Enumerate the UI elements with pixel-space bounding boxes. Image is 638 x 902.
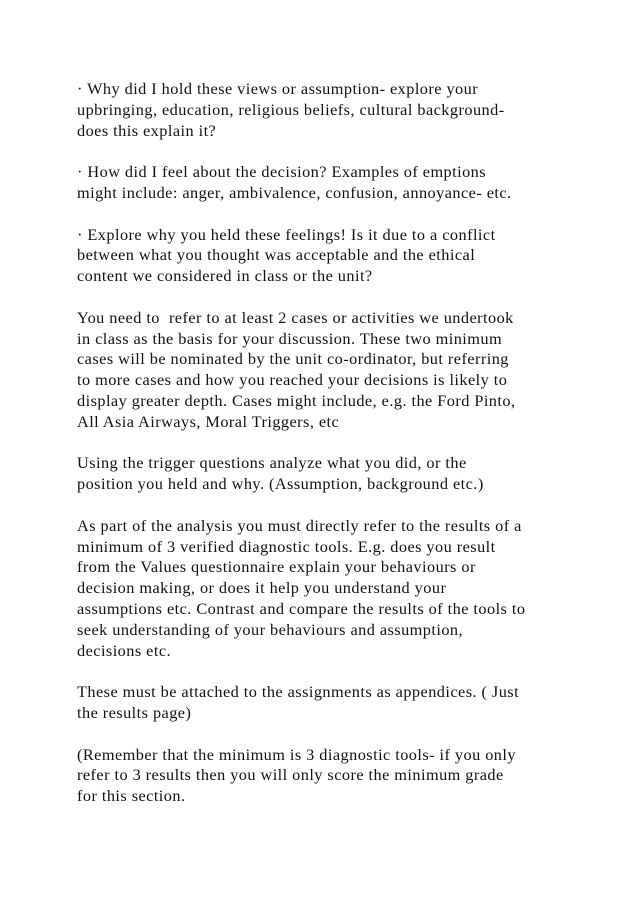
text-line: display greater depth. Cases might include, e.g. the Ford Pinto, — [77, 390, 516, 410]
text-line: decisions etc. — [77, 640, 172, 660]
text-line: upbringing, education, religious beliefs, cultural background- — [77, 99, 505, 119]
text-line: the results page) — [77, 702, 192, 722]
text-line: All Asia Airways, Moral Triggers, etc — [77, 411, 340, 431]
paragraph-cases-requirement — [77, 308, 577, 433]
text-line: · Explore why you held these feelings! Is it due to a conflict — [77, 224, 496, 244]
text-line: in class as the basis for your discussion. These two minimum — [77, 328, 503, 348]
paragraph-diagnostic-tools — [77, 516, 577, 662]
text-line: might include: anger, ambivalence, confusion, annoyance- etc. — [77, 182, 512, 202]
paragraph-appendices — [77, 682, 577, 724]
paragraph-reminder — [77, 745, 577, 807]
text-line: (Remember that the minimum is 3 diagnostic tools- if you only — [77, 744, 516, 764]
text-line: · How did I feel about the decision? Examples of emptions — [77, 162, 487, 182]
text-line: to more cases and how you reached your decisions is likely to — [77, 370, 508, 390]
text-line: · Why did I hold these views or assumption- explore your — [77, 79, 479, 98]
text-line: These must be attached to the assignments as appendices. ( Just — [77, 682, 520, 702]
text-line: assumptions etc. Contrast and compare the results of the tools to — [77, 598, 526, 618]
text-line: from the Values questionnaire explain your behaviours or — [77, 557, 476, 577]
text-line: content we considered in class or the unit? — [77, 266, 373, 286]
text-line: refer to 3 results then you will only score the minimum grade — [77, 765, 504, 785]
paragraph-trigger-questions — [77, 453, 577, 495]
text-line: Using the trigger questions analyze what you did, or the — [77, 453, 467, 473]
text-line: for this section. — [77, 786, 186, 806]
text-line: seek understanding of your behaviours and assumption, — [77, 619, 464, 639]
paragraph-feelings-bullet — [77, 162, 577, 204]
text-line: cases will be nominated by the unit co-ordinator, but referring — [77, 349, 509, 369]
text-line: minimum of 3 verified diagnostic tools. E.g. does you result — [77, 536, 496, 556]
text-line: between what you thought was acceptable and the ethical — [77, 245, 476, 265]
text-line: decision making, or does it help you understand your — [77, 578, 447, 598]
paragraph-explore-feelings-bullet — [77, 225, 577, 287]
text-line: You need to refer to at least 2 cases or activities we undertook — [77, 307, 514, 327]
text-line: As part of the analysis you must directly refer to the results of a — [77, 515, 522, 535]
text-line: position you held and why. (Assumption, background etc.) — [77, 474, 484, 494]
paragraph-why-views-bullet — [77, 79, 577, 141]
document-body — [77, 79, 577, 828]
text-line: does this explain it? — [77, 120, 217, 140]
